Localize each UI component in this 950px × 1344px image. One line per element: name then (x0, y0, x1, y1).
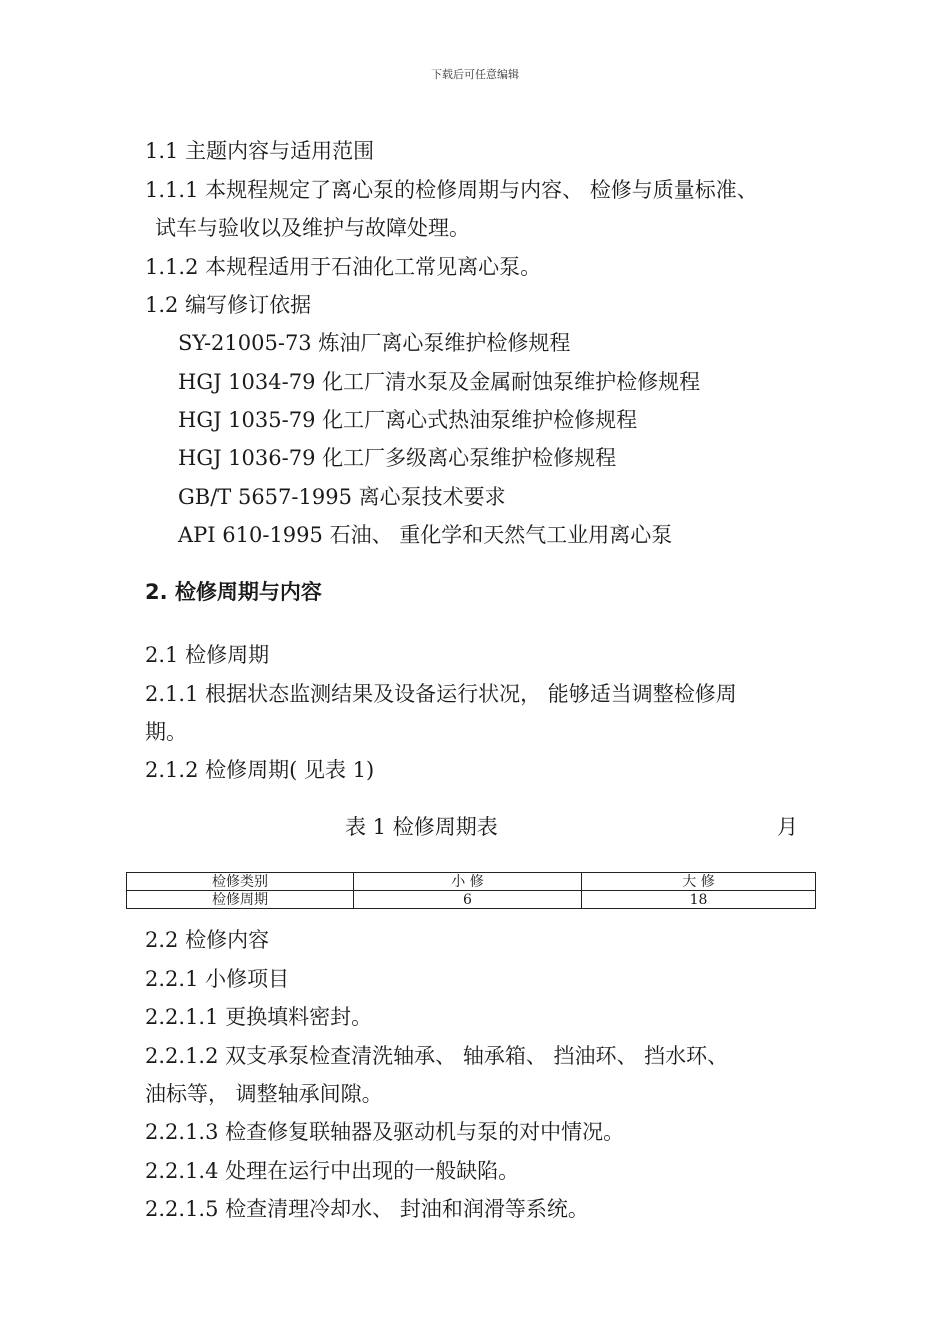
paragraph-2-1-1-continued: 期。 (145, 720, 187, 744)
section-2-2-1-heading: 2.2.1 小修项目 (145, 967, 290, 991)
list-item: 2.2.1.4 处理在运行中出现的一般缺陷。 (145, 1159, 520, 1183)
list-item-continued: 油标等， 调整轴承间隙。 (145, 1082, 383, 1106)
reference-item: HGJ 1036-79 化工厂多级离心泵维护检修规程 (178, 446, 617, 470)
reference-item: HGJ 1034-79 化工厂清水泵及金属耐蚀泵维护检修规程 (178, 370, 701, 394)
table-header-row (127, 873, 816, 891)
table-cell: 检修类别 (127, 873, 354, 891)
table-unit: 月 (777, 815, 798, 839)
list-item: 2.2.1.1 更换填料密封。 (145, 1005, 373, 1029)
reference-item: GB/T 5657-1995 离心泵技术要求 (178, 485, 506, 509)
reference-item: SY-21005-73 炼油厂离心泵维护检修规程 (178, 331, 571, 355)
list-item: 2.2.1.3 检查修复联轴器及驱动机与泵的对中情况。 (145, 1120, 625, 1144)
section-2-heading: 2. 检修周期与内容 (145, 580, 322, 604)
table-cell: 18 (582, 891, 816, 909)
list-item: 2.2.1.5 检查清理冷却水、 封油和润滑等系统。 (145, 1197, 589, 1221)
paragraph-2-1-1: 2.1.1 根据状态监测结果及设备运行状况， 能够适当调整检修周 (145, 682, 737, 706)
paragraph-2-1-2: 2.1.2 检修周期( 见表 1) (145, 758, 375, 782)
table-cell: 检修周期 (127, 891, 354, 909)
paragraph-1-1-2: 1.1.2 本规程适用于石油化工常见离心泵。 (145, 255, 542, 279)
table-cell: 大 修 (582, 873, 816, 891)
section-1-2-heading: 1.2 编写修订依据 (145, 293, 312, 317)
paragraph-1-1-1: 1.1.1 本规程规定了离心泵的检修周期与内容、 检修与质量标准、 (145, 178, 758, 202)
table-caption: 表 1 检修周期表 (345, 815, 498, 839)
reference-item: API 610-1995 石油、 重化学和天然气工业用离心泵 (178, 523, 673, 547)
table-cell: 6 (354, 891, 582, 909)
section-1-1-heading: 1.1 主题内容与适用范围 (145, 139, 375, 163)
table-cell: 小 修 (354, 873, 582, 891)
list-item: 2.2.1.2 双支承泵检查清洗轴承、 轴承箱、 挡油环、 挡水环、 (145, 1044, 729, 1068)
reference-item: HGJ 1035-79 化工厂离心式热油泵维护检修规程 (178, 408, 638, 432)
section-2-2-heading: 2.2 检修内容 (145, 928, 270, 952)
table-row (127, 891, 816, 909)
maintenance-cycle-table (126, 872, 816, 909)
header-note: 下载后可任意编辑 (431, 68, 519, 81)
section-2-1-heading: 2.1 检修周期 (145, 643, 270, 667)
paragraph-1-1-1-continued: 试车与验收以及维护与故障处理。 (155, 216, 470, 240)
